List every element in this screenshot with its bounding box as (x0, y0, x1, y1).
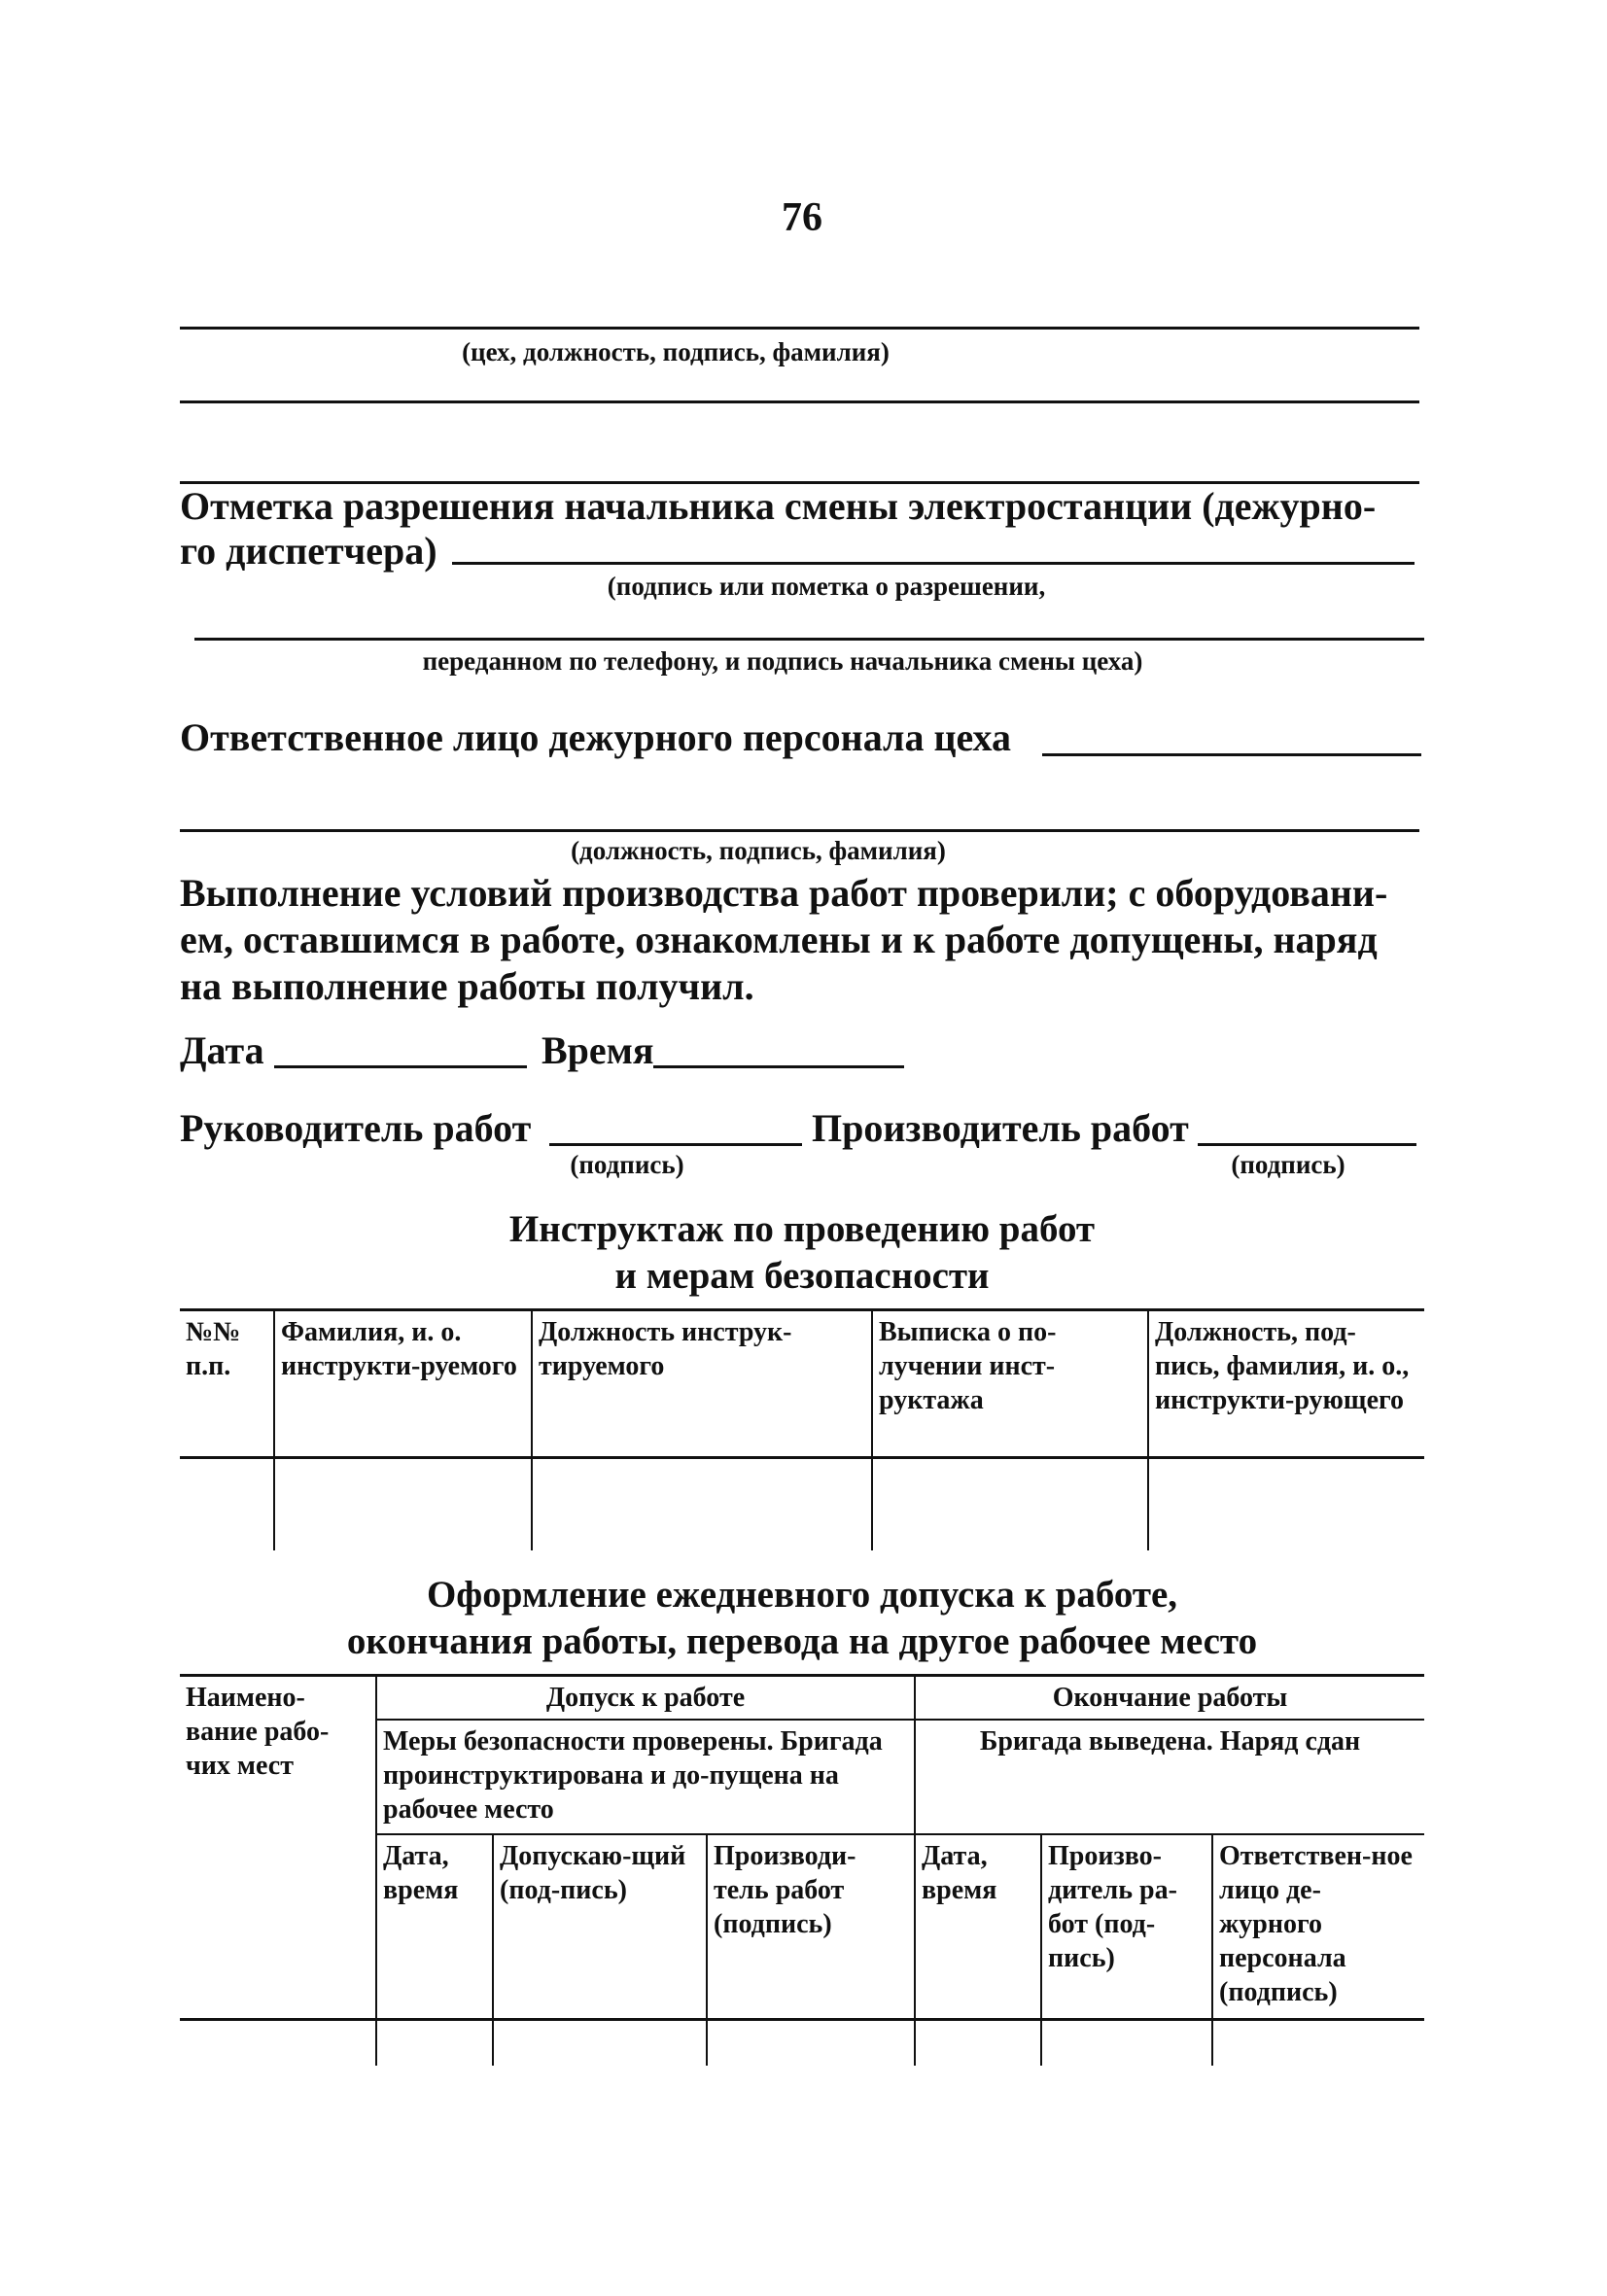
permit-caption-b: переданном по телефону, и подпись начальника смены цеха) (422, 646, 1143, 676)
table-row (180, 2019, 1424, 2066)
signature-line[interactable] (180, 327, 1419, 330)
col-completion-producer: Произво-дитель ра-бот (под-пись) (1041, 1834, 1212, 2019)
group-completion: Окончание работы (915, 1676, 1424, 1721)
cell-completion-datetime[interactable] (915, 2019, 1041, 2066)
group-admission: Допуск к работе (376, 1676, 915, 1721)
cell-trainee-position[interactable] (532, 1458, 872, 1550)
head-of-works-label: Руководитель работ (180, 1106, 532, 1150)
completion-note: Бригада выведена. Наряд сдан (915, 1720, 1424, 1834)
page-number: 76 (782, 195, 822, 240)
briefing-title-line1: Инструктаж по проведению работ (508, 1208, 1096, 1250)
responsible-person-label: Ответственное лицо дежурного персонала цеха (180, 715, 1011, 759)
signature-caption: (цех, должность, подпись, фамилия) (462, 337, 890, 366)
cell-workplace[interactable] (180, 2019, 376, 2066)
cell-admission-datetime[interactable] (376, 2019, 493, 2066)
col-admission-producer: Производи-тель работ (подпись) (707, 1834, 915, 2019)
cell-duty-responsible[interactable] (1212, 2019, 1424, 2066)
work-producer-caption: (подпись) (1231, 1150, 1345, 1179)
daily-admission-title-line1: Оформление ежедневного допуска к работе, (426, 1574, 1178, 1616)
briefing-table (180, 1308, 1424, 1550)
responsible-person-caption: (должность, подпись, фамилия) (571, 836, 946, 865)
col-admitting-signature: Допускаю-щий (под-пись) (493, 1834, 707, 2019)
cell-completion-producer[interactable] (1041, 2019, 1212, 2066)
daily-admission-title (180, 1572, 1424, 1665)
admission-note: Меры безопасности проверены. Бригада проинструктирована и до-пущена на рабочее место (376, 1720, 915, 1834)
col-duty-responsible: Ответствен-ное лицо де-журного персонала (подпись) (1212, 1834, 1424, 2019)
responsible-person-line[interactable] (1042, 753, 1421, 756)
daily-admission-table (180, 1674, 1424, 2066)
col-admission-datetime: Дата, время (376, 1834, 493, 2019)
col-number: №№ п.п. (180, 1310, 274, 1458)
cell-admitting-signature[interactable] (493, 2019, 707, 2066)
conditions-line1: Выполнение условий производства работ проверили; с оборудовани- (180, 871, 1388, 915)
permit-mark-line1: Отметка разрешения начальника смены электростанции (дежурно- (180, 484, 1377, 528)
date-label: Дата (180, 1028, 264, 1072)
conditions-line3: на выполнение работы получил. (180, 964, 754, 1008)
col-trainee-position: Должность инструк-тируемого (532, 1310, 872, 1458)
work-producer-signature[interactable] (1198, 1143, 1416, 1146)
head-of-works-signature[interactable] (549, 1143, 802, 1146)
daily-admission-title-line2: окончания работы, перевода на другое рабочее место (346, 1620, 1258, 1662)
briefing-title (389, 1206, 1215, 1300)
permit-caption-a: (подпись или пометка о разрешении, (607, 572, 1046, 601)
cell-instructor[interactable] (1148, 1458, 1424, 1550)
permit-signature-line[interactable] (452, 562, 1415, 565)
work-producer-label: Производитель работ (812, 1106, 1189, 1150)
date-field[interactable] (274, 1065, 527, 1068)
head-of-works-caption: (подпись) (570, 1150, 684, 1179)
cell-number[interactable] (180, 1458, 274, 1550)
time-field[interactable] (653, 1065, 904, 1068)
responsible-person-line-2[interactable] (180, 829, 1419, 832)
col-trainee-name: Фамилия, и. о. инструкти-руемого (274, 1310, 532, 1458)
cell-briefing-extract[interactable] (872, 1458, 1148, 1550)
briefing-title-line2: и мерам безопасности (614, 1255, 990, 1297)
col-workplace: Наимено-вание рабо-чих мест (180, 1676, 376, 2020)
col-briefing-extract: Выписка о по-лучении инст-руктажа (872, 1310, 1148, 1458)
permit-mark-line2: го диспетчера) (180, 529, 437, 573)
conditions-line2: ем, оставшимся в работе, ознакомлены и к работе допущены, наряд (180, 918, 1378, 961)
col-instructor: Должность, под-пись, фамилия, и. о., инструкти-рующего (1148, 1310, 1424, 1458)
cell-admission-producer[interactable] (707, 2019, 915, 2066)
time-label: Время (541, 1028, 654, 1072)
permit-signature-line-2[interactable] (194, 638, 1424, 641)
table-row (180, 1458, 1424, 1550)
signature-line[interactable] (180, 400, 1419, 403)
col-completion-datetime: Дата, время (915, 1834, 1041, 2019)
cell-trainee-name[interactable] (274, 1458, 532, 1550)
